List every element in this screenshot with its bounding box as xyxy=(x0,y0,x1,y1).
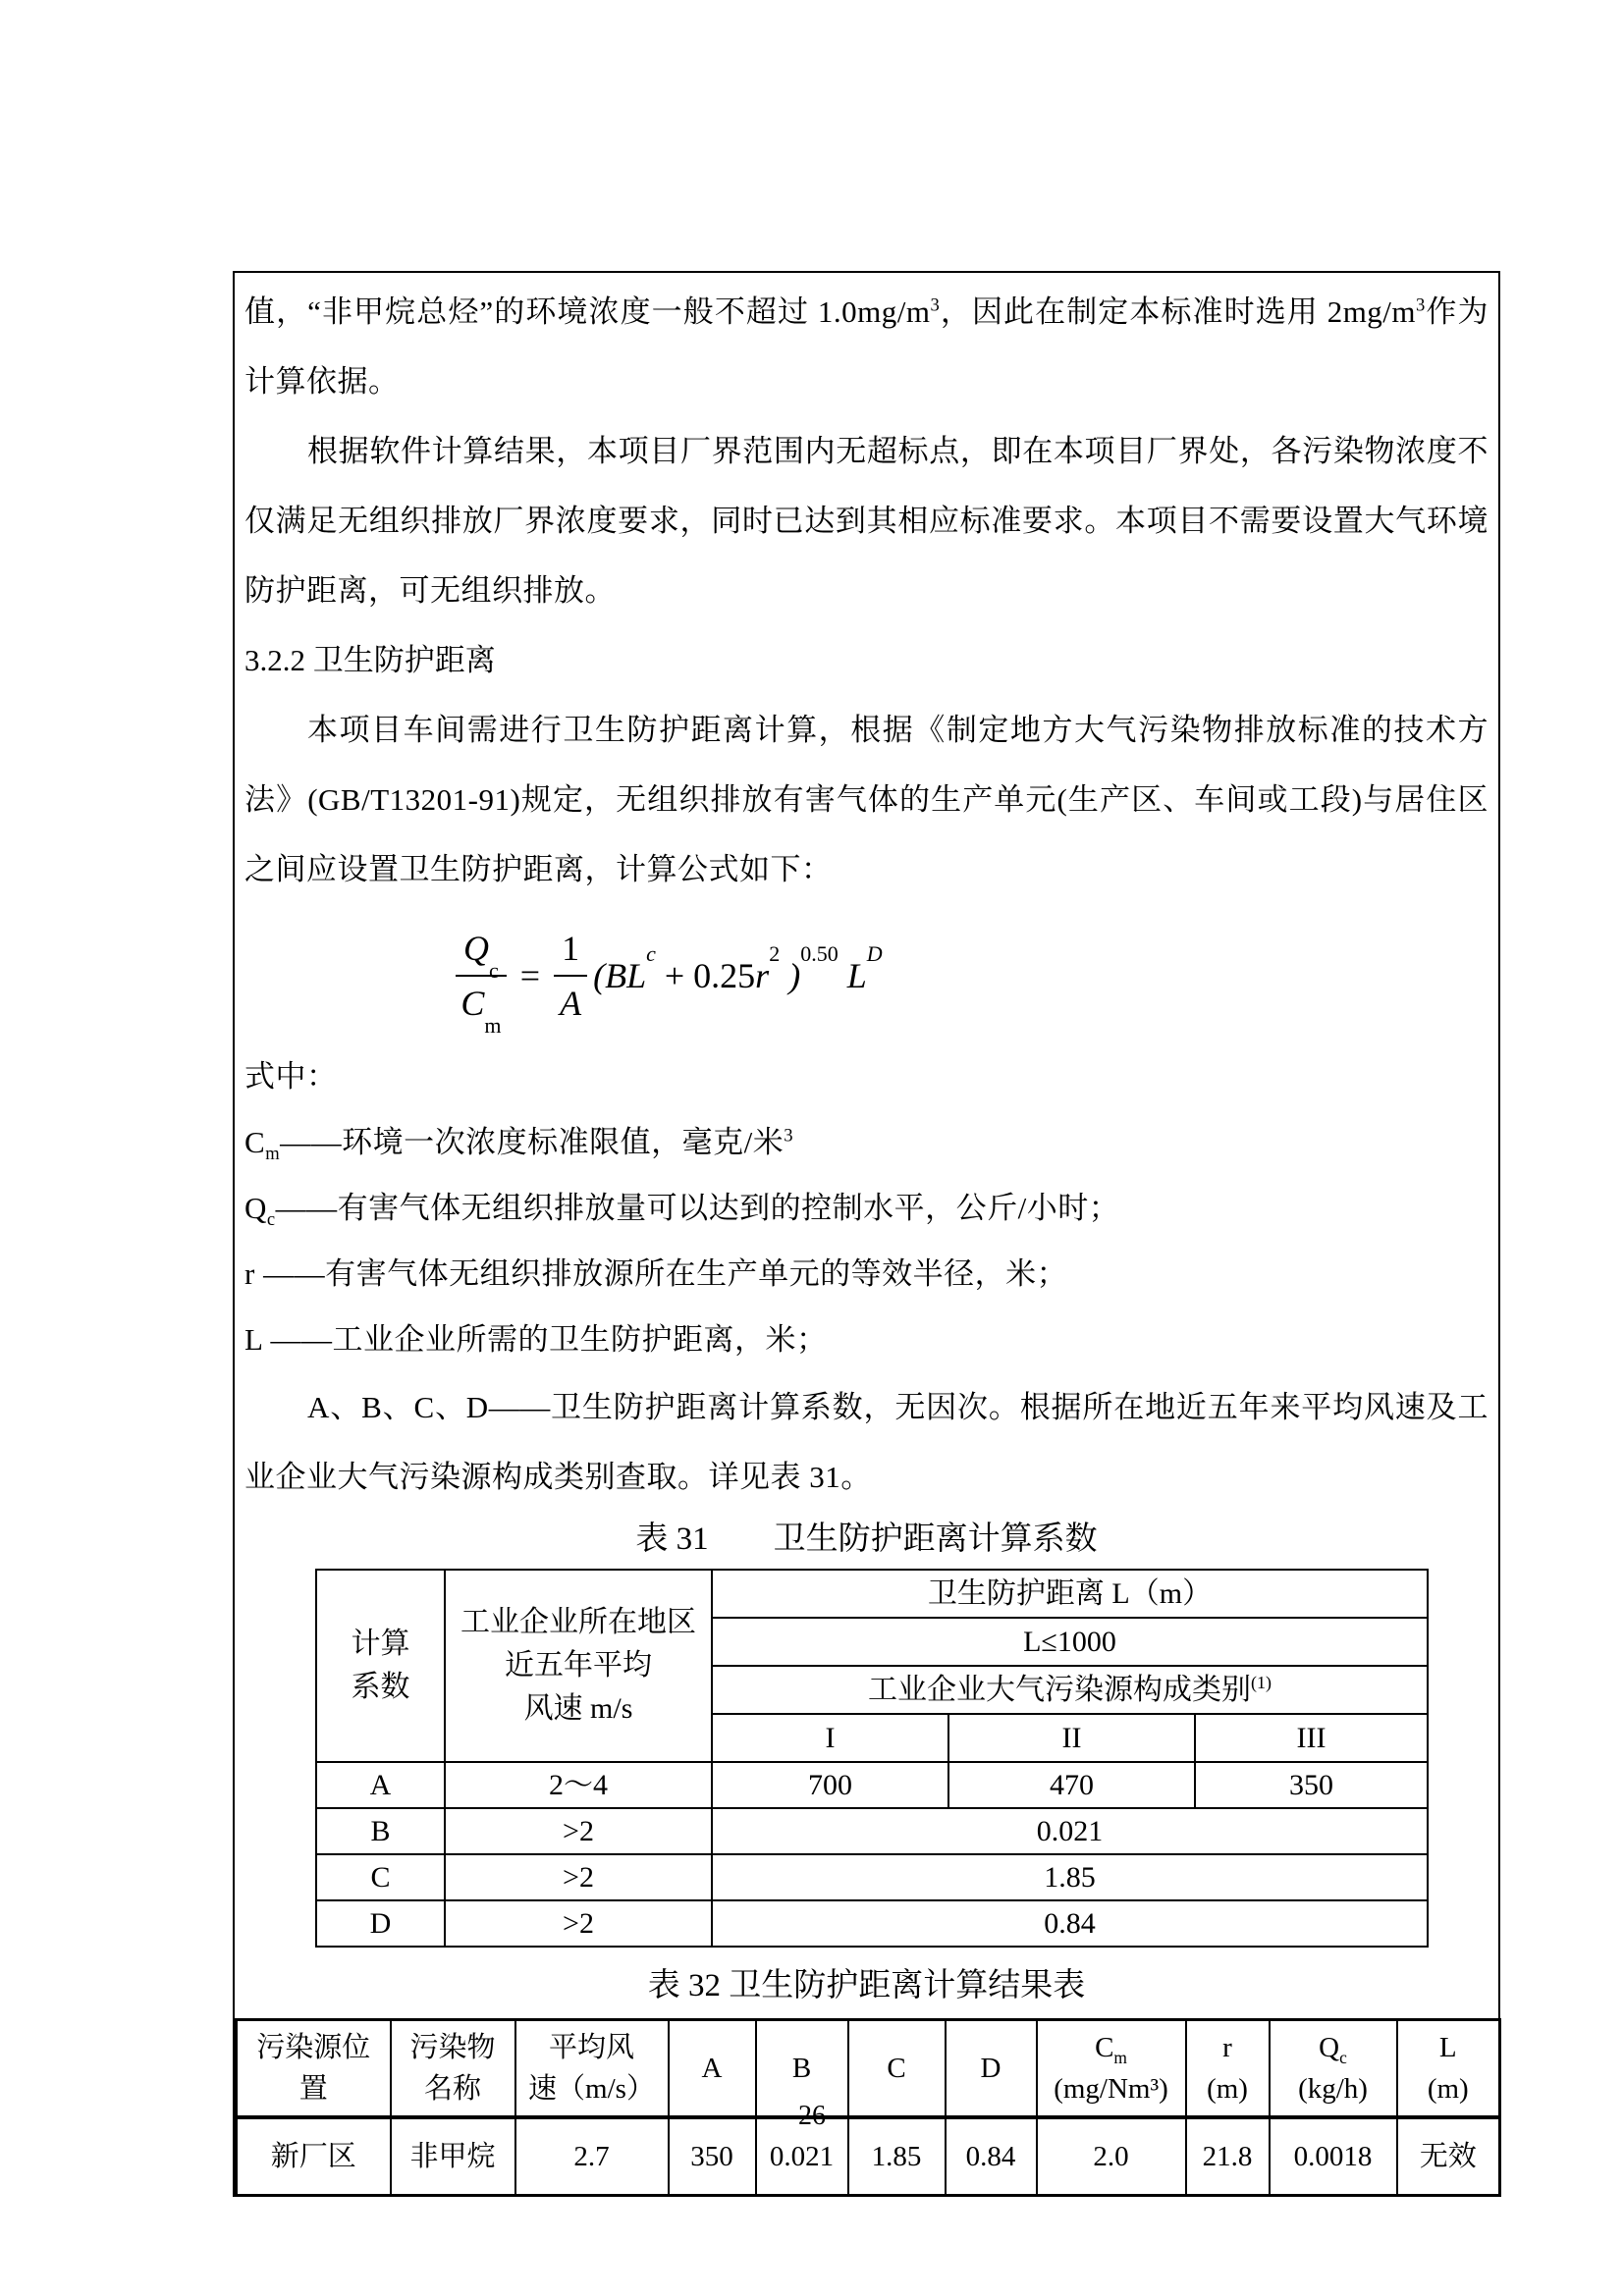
table-cell: >2 xyxy=(445,1900,712,1947)
table-row-a xyxy=(316,1762,1428,1808)
table-cell-l-title: 卫生防护距离 L（m） xyxy=(712,1570,1428,1618)
header-cell-c: C xyxy=(848,2020,946,2118)
table-cell: 0.021 xyxy=(756,2117,848,2196)
header-line: 名称 xyxy=(423,2073,481,2105)
header-line: L xyxy=(1438,2032,1457,2063)
formula-term: L xyxy=(846,956,867,995)
definition-text: 有害气体无组织排放源所在生产单元的等效半径，米； xyxy=(325,1256,1068,1291)
formula-explanation-intro: 式中： xyxy=(244,1059,338,1094)
formula xyxy=(456,918,1489,1039)
category-footnote-ref: (1) xyxy=(1251,1672,1272,1692)
superscript: 3 xyxy=(930,294,941,316)
superscript: 3 xyxy=(784,1125,794,1147)
category-text: 工业企业大气污染源构成类别 xyxy=(868,1673,1252,1706)
table-cell-class3: III xyxy=(1195,1714,1428,1762)
header-line: $Q_c$ xyxy=(1319,2032,1347,2067)
right-paren: ) xyxy=(788,956,801,995)
subscript: c xyxy=(1339,2047,1347,2067)
table-cell-class2: II xyxy=(948,1714,1195,1762)
header-line: (kg/h) xyxy=(1298,2073,1368,2105)
table-cell: 0.84 xyxy=(946,2117,1037,2196)
formula-term: r xyxy=(755,956,770,995)
body-paragraph: 根据软件计算结果，本项目厂界范围内无超标点，即在本项目厂界处，各污染物浓度不仅满足无组织排放厂界浓度要求，同时已达到其相应标准要求。本项目不需要设置大气环境防护距离，可无组织排放。 xyxy=(244,434,1489,608)
table-cell: A xyxy=(316,1762,445,1808)
definition-text: 有害气体无组织排放量可以达到的控制水平，公斤/小时； xyxy=(337,1191,1120,1225)
table-cell: 2～4 xyxy=(445,1762,712,1808)
table-cell: D xyxy=(316,1900,445,1947)
header-line: r xyxy=(1222,2032,1232,2063)
corner-line: 系数 xyxy=(351,1671,410,1703)
formula-exponent: 0.50 xyxy=(800,941,839,966)
definition-line-r xyxy=(244,1241,1489,1307)
formula-symbol: 1 xyxy=(554,928,587,977)
formula-term: BL xyxy=(605,956,647,995)
table-cell-category xyxy=(712,1666,1428,1714)
continued-paragraph xyxy=(244,277,1489,416)
table-cell-corner xyxy=(316,1570,445,1762)
table-cell-class1: I xyxy=(712,1714,948,1762)
table32-caption: 表 32 卫生防护距离计算结果表 xyxy=(647,1968,1086,2003)
table-row-b xyxy=(316,1808,1428,1854)
formula-symbol: Q xyxy=(463,929,489,968)
table-cell: 2.7 xyxy=(515,2117,669,2196)
table31-caption: 表 31 卫生防护距离计算系数 xyxy=(635,1522,1098,1557)
table-row-d xyxy=(316,1900,1428,1947)
dash: —— xyxy=(270,1322,333,1357)
formula-fraction-qc-cm xyxy=(456,928,507,1039)
text-area xyxy=(235,273,1498,2008)
table-cell: B xyxy=(316,1808,445,1854)
table-cell: >2 xyxy=(445,1808,712,1854)
table-cell-windspeed xyxy=(445,1570,712,1762)
table-cell: 700 xyxy=(712,1762,948,1808)
superscript: 3 xyxy=(1416,294,1426,316)
header-line: 污染物 xyxy=(409,2032,496,2063)
header-line: (m) xyxy=(1207,2073,1248,2105)
definition-line-cm xyxy=(244,1109,1489,1175)
windspeed-line: 近五年平均 xyxy=(505,1649,652,1682)
header-line: 平均风 xyxy=(548,2032,634,2063)
table-cell: 350 xyxy=(1195,1762,1428,1808)
definition-text: 环境一次浓度标准限值，毫克/米 xyxy=(342,1125,785,1159)
windspeed-line: 工业企业所在地区 xyxy=(460,1606,696,1638)
header-line: (m) xyxy=(1427,2073,1469,2105)
header-line: $C_m$ xyxy=(1095,2032,1127,2067)
dash: —— xyxy=(275,1191,338,1225)
dash: —— xyxy=(280,1125,343,1159)
table-cell: 非甲烷 xyxy=(391,2117,515,2196)
dash: —— xyxy=(263,1256,326,1291)
formula-exponent: 2 xyxy=(769,941,781,966)
table-cell: 350 xyxy=(669,2117,756,2196)
corner-line: 计算 xyxy=(351,1628,410,1660)
formula-exponent: D xyxy=(866,941,883,966)
formula-body xyxy=(593,941,883,996)
formula-subscript: c xyxy=(489,958,499,984)
formula-exponent: c xyxy=(646,941,656,966)
table-cell: 21.8 xyxy=(1186,2117,1270,2196)
symbol: Q xyxy=(244,1191,267,1225)
plus-sign: + xyxy=(664,956,685,995)
table-cell: 无效 xyxy=(1397,2117,1500,2196)
symbol: r xyxy=(244,1256,264,1291)
table-cell: 1.85 xyxy=(712,1854,1428,1900)
windspeed-line: 风速 m/s xyxy=(523,1692,633,1725)
table-cell: >2 xyxy=(445,1854,712,1900)
symbol-subscript: m xyxy=(265,1144,281,1165)
symbol-subscript: c xyxy=(266,1209,276,1231)
paragraph-text: ，因此在制定本标准时选用 2mg/m xyxy=(940,294,1417,329)
paragraph-text: 作为计算依据。 xyxy=(244,294,1489,399)
formula-fraction-1-a xyxy=(554,928,587,1024)
body-paragraph: 本项目车间需进行卫生防护距离计算，根据《制定地方大气污染物排放标准的技术方法》(GB/T13201-91)规定，无组织排放有害气体的生产单元(生产区、车间或工段)与居住区之间应设置卫生防护距离，计算公式如下： xyxy=(244,713,1489,886)
header-line: 污染源位 xyxy=(256,2032,371,2063)
table-cell-l-limit: L≤1000 xyxy=(712,1618,1428,1666)
header-cell-b: B xyxy=(756,2020,848,2118)
table-cell: 新厂区 xyxy=(237,2117,391,2196)
symbol: C xyxy=(244,1125,266,1159)
header-line: (mg/Nm³) xyxy=(1054,2073,1168,2105)
table-cell: 0.0018 xyxy=(1270,2117,1397,2196)
header-cell-d: D xyxy=(946,2020,1037,2118)
equals-sign: = xyxy=(519,956,541,995)
formula-symbol: A xyxy=(560,984,582,1023)
table-cell: C xyxy=(316,1854,445,1900)
definition-line-l xyxy=(244,1307,1489,1372)
section-heading: 3.2.2 卫生防护距离 xyxy=(244,643,496,677)
definition-text: 工业企业所需的卫生防护距离，米； xyxy=(332,1322,828,1357)
table-cell: 2.0 xyxy=(1037,2117,1186,2196)
page-number: 26 xyxy=(798,2101,826,2131)
header-line: 速（m/s） xyxy=(528,2073,655,2105)
table-cell: 0.84 xyxy=(712,1900,1428,1947)
paragraph-text: 值，“非甲烷总烃”的环境浓度一般不超过 1.0mg/m xyxy=(244,294,931,329)
subscript: m xyxy=(1113,2047,1127,2067)
definition-line-qc xyxy=(244,1175,1489,1241)
formula-coefficient: 0.25 xyxy=(693,956,756,995)
formula-subscript: m xyxy=(484,1013,502,1039)
body-paragraph: A、B、C、D——卫生防护距离计算系数，无因次。根据所在地近五年来平均风速及工业企业大气污染源构成类别查取。详见表 31。 xyxy=(244,1390,1489,1494)
content-frame xyxy=(233,271,1500,2197)
symbol: L xyxy=(244,1322,271,1357)
header-cell-a: A xyxy=(669,2020,756,2118)
header-line: 置 xyxy=(298,2073,328,2105)
formula-symbol: C xyxy=(460,984,485,1023)
table-cell: 1.85 xyxy=(848,2117,946,2196)
table31 xyxy=(315,1569,1429,1948)
table-cell: 470 xyxy=(948,1762,1195,1808)
table-row-c xyxy=(316,1854,1428,1900)
table-cell: 0.021 xyxy=(712,1808,1428,1854)
left-paren: ( xyxy=(593,956,606,995)
